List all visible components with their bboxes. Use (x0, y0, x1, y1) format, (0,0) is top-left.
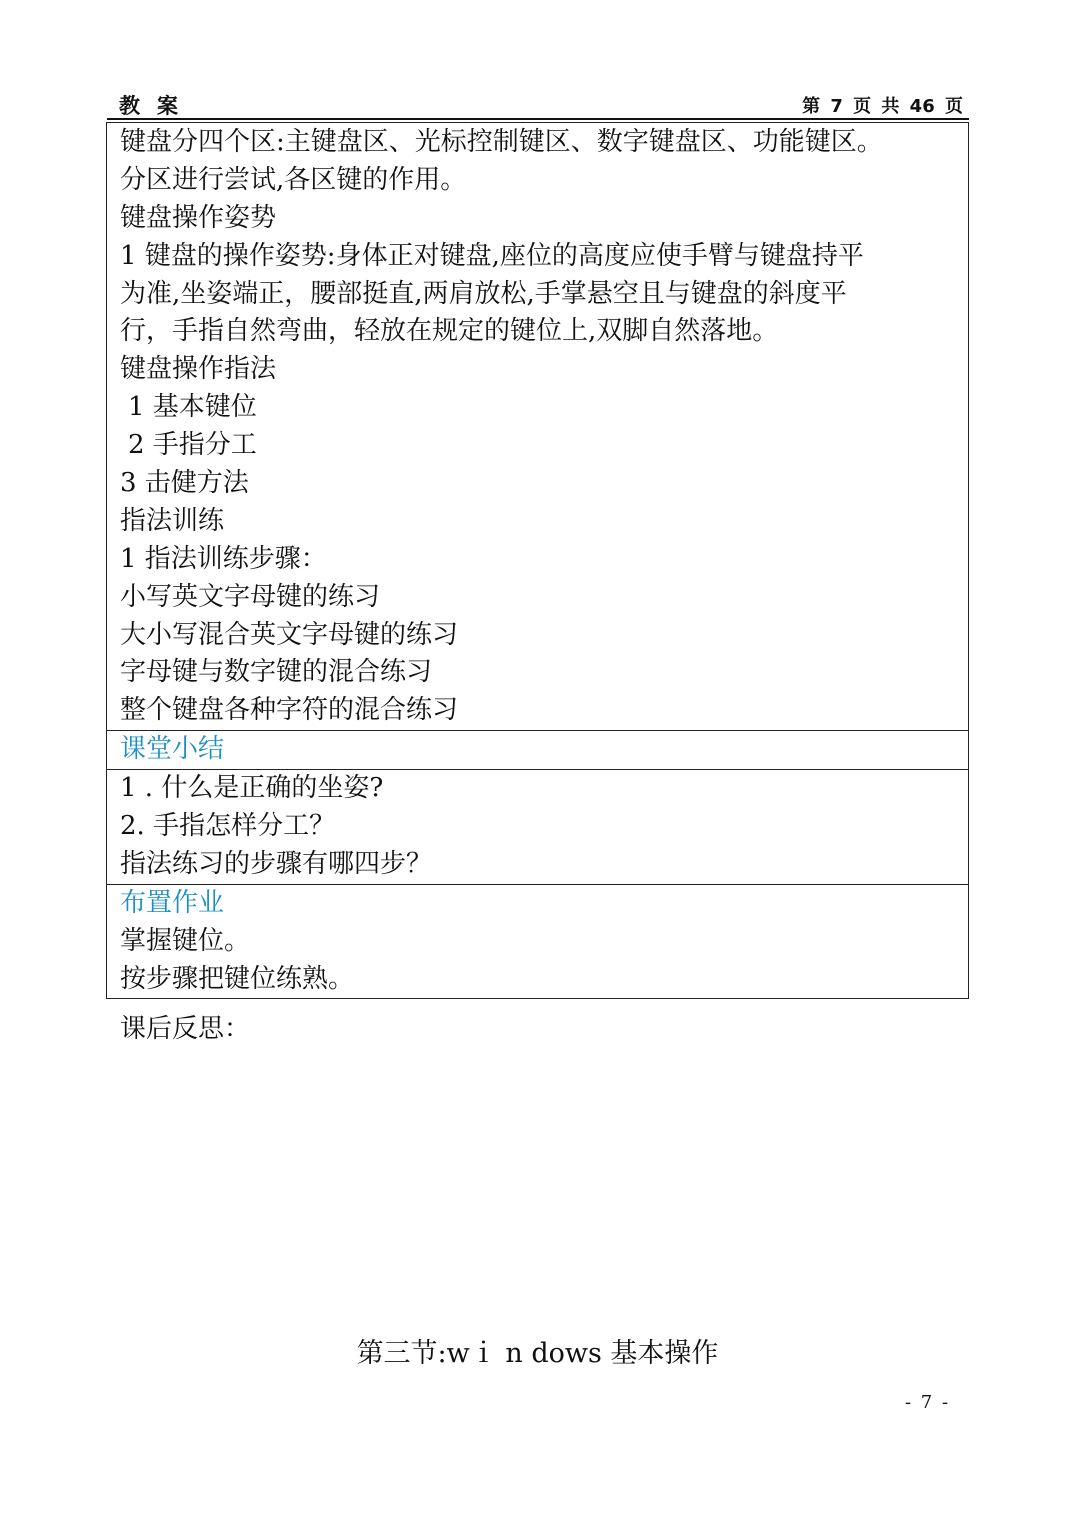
summary-item: 1 . 什么是正确的坐姿? (120, 773, 384, 804)
content-line: 小写英文字母键的练习 (120, 581, 381, 612)
reflection-label: 课后反思： (120, 1014, 251, 1044)
homework-item: 按步骤把键位练熟。 (120, 963, 355, 994)
content-line: 1 基本键位 (128, 392, 257, 423)
content-line: 整个键盘各种字符的混合练习 (120, 695, 459, 726)
homework-cell (107, 884, 968, 999)
page-number: - 7 - (905, 1392, 951, 1413)
content-cell (107, 123, 968, 730)
header-page-info: 第 7 页 共 46 页 (802, 96, 963, 117)
lesson-table (106, 122, 969, 999)
content-line: 为准,坐姿端正，腰部挺直,两肩放松,手掌悬空且与键盘的斜度平 (120, 278, 847, 309)
homework-item: 掌握键位。 (120, 925, 251, 956)
content-line: 键盘分四个区:主键盘区、光标控制键区、数字键盘区、功能键区。 (120, 127, 883, 157)
summary-cell (107, 769, 968, 884)
content-line: 2 手指分工 (128, 430, 257, 461)
content-line: 行，手指自然弯曲，轻放在规定的键位上,双脚自然落地。 (120, 316, 779, 347)
content-line: 大小写混合英文字母键的练习 (120, 619, 459, 650)
content-line: 键盘操作姿势 (120, 202, 277, 233)
content-line: 指法训练 (120, 505, 225, 536)
next-section-title: 第三节:wｉ n dows 基本操作 (356, 1338, 719, 1369)
summary-item: 指法练习的步骤有哪四步？ (120, 848, 433, 879)
header-title: 教案 (119, 94, 195, 118)
summary-item: 2. 手指怎样分工？ (120, 811, 336, 842)
header-rule (107, 118, 969, 120)
content-line: 分区进行尝试,各区键的作用。 (120, 164, 467, 195)
page-header (107, 88, 969, 120)
homework-title: 布置作业 (120, 887, 225, 918)
content-line: 1 指法训练步骤： (120, 543, 327, 574)
summary-title: 课堂小结 (120, 734, 225, 765)
content-line: 字母键与数字键的混合练习 (120, 657, 433, 688)
summary-title-cell (107, 730, 968, 769)
content-line: 键盘操作指法 (120, 354, 277, 385)
content-line: 3 击健方法 (120, 468, 249, 499)
content-line: 1 键盘的操作姿势:身体正对键盘,座位的高度应使手臂与键盘持平 (120, 240, 864, 271)
